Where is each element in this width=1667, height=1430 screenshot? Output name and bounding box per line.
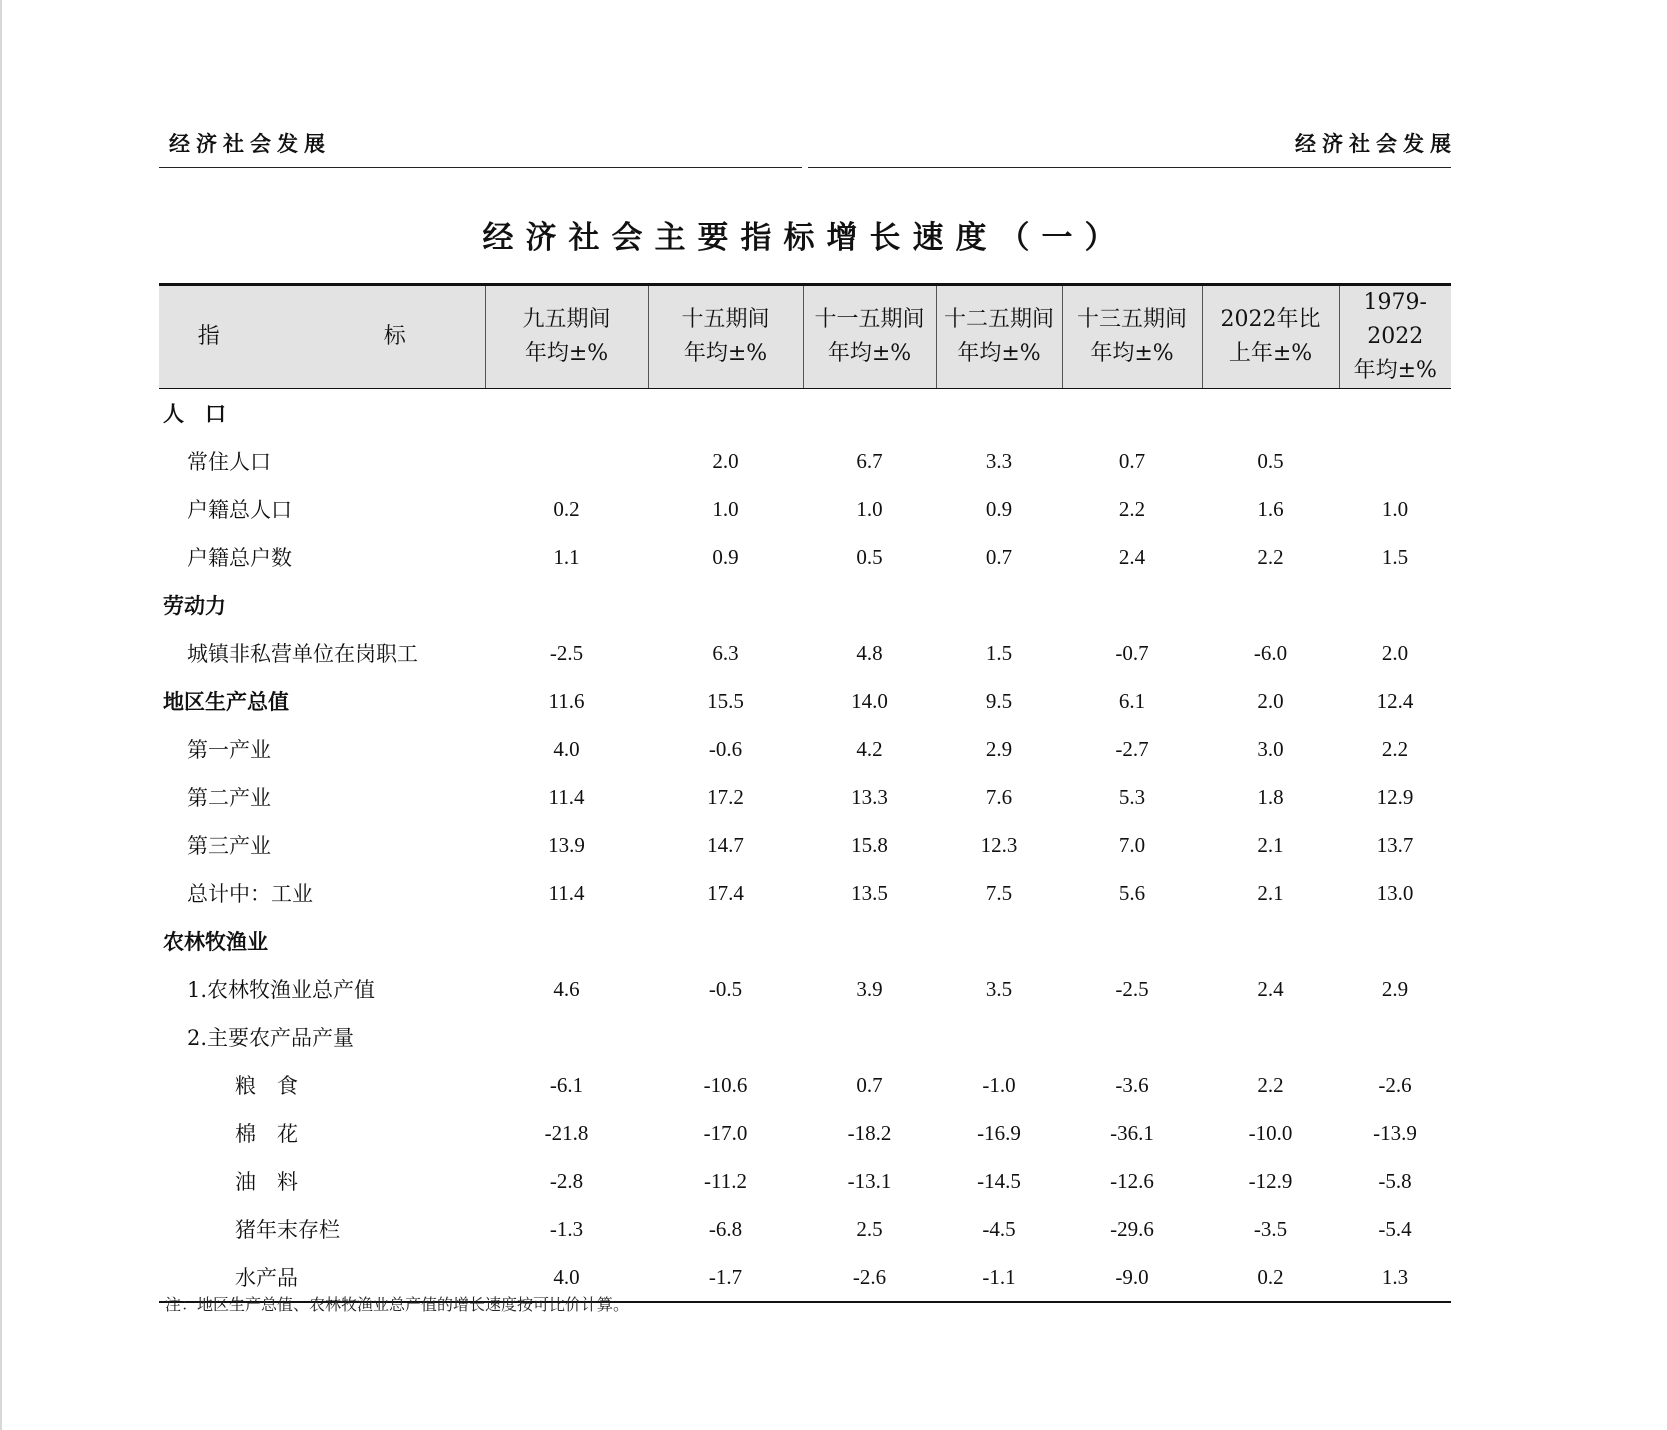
table-cell bbox=[1339, 581, 1451, 629]
table-cell: 2.2 bbox=[1118, 496, 1146, 521]
table-cell bbox=[1062, 1013, 1202, 1061]
column-header bbox=[803, 285, 936, 389]
table-cell bbox=[1339, 917, 1451, 965]
table-cell bbox=[1062, 389, 1202, 438]
table-cell bbox=[1339, 389, 1451, 438]
table-cell: 13.3 bbox=[851, 784, 888, 809]
row-label: 第三产业 bbox=[187, 834, 271, 858]
table-cell bbox=[803, 389, 936, 438]
table-cell: -12.6 bbox=[1110, 1168, 1154, 1193]
table-cell: 11.6 bbox=[548, 688, 585, 713]
table-cell bbox=[1062, 917, 1202, 965]
table-body bbox=[159, 389, 1451, 1303]
table-cell bbox=[803, 581, 936, 629]
table-cell bbox=[936, 389, 1062, 438]
table-cell: -5.8 bbox=[1378, 1168, 1412, 1193]
table-cell: 1.3 bbox=[1339, 1253, 1451, 1302]
table-cell: 5.3 bbox=[1118, 784, 1146, 809]
table-cell: -2.6 bbox=[1378, 1072, 1412, 1097]
table-cell: 6.3 bbox=[712, 640, 739, 665]
row-label: 粮 食 bbox=[235, 1074, 298, 1098]
table-cell: 7.0 bbox=[1118, 832, 1146, 857]
running-header-left: 经济社会发展 bbox=[169, 132, 331, 156]
table-cell: -11.2 bbox=[704, 1168, 747, 1193]
column-header-line1: 指 标 bbox=[197, 324, 446, 349]
table-cell: -9.0 bbox=[1062, 1253, 1202, 1302]
section-row bbox=[159, 389, 1451, 438]
column-header bbox=[1339, 285, 1451, 389]
row-label: 常住人口 bbox=[187, 450, 271, 474]
table-row bbox=[159, 533, 1451, 581]
column-header bbox=[485, 285, 648, 389]
column-header-line2: 年均±% bbox=[683, 341, 768, 366]
table-cell: -0.7 bbox=[1115, 640, 1149, 665]
table-cell: 2.2 bbox=[1257, 1072, 1284, 1097]
row-label: 总计中：工业 bbox=[187, 882, 313, 906]
table-cell bbox=[1202, 581, 1339, 629]
table-cell: -2.6 bbox=[803, 1253, 936, 1302]
table-cell: 3.5 bbox=[985, 976, 1013, 1001]
row-label: 油 料 bbox=[235, 1170, 298, 1194]
table-row bbox=[159, 1109, 1451, 1157]
table-cell: 15.5 bbox=[707, 688, 744, 713]
row-label: 1.农林牧渔业总产值 bbox=[187, 978, 376, 1002]
table-cell: 2.4 bbox=[1118, 544, 1146, 569]
table-cell: -18.2 bbox=[847, 1120, 892, 1145]
table-row bbox=[159, 869, 1451, 917]
row-label: 地区生产总值 bbox=[163, 690, 289, 714]
table-cell: 17.2 bbox=[707, 784, 744, 809]
section-row bbox=[159, 677, 1451, 725]
table-cell: 13.9 bbox=[548, 832, 585, 857]
table-cell: 1.6 bbox=[1257, 496, 1284, 521]
table-row bbox=[159, 485, 1451, 533]
table-cell: 3.3 bbox=[985, 448, 1013, 473]
table-cell: -6.1 bbox=[549, 1072, 584, 1097]
table-cell: 13.5 bbox=[851, 880, 888, 905]
table-cell: 4.6 bbox=[553, 976, 580, 1001]
footnote: 注：地区生产总值、农林牧渔业总产值的增长速度按可比价计算。 bbox=[165, 1295, 630, 1314]
row-label: 人 口 bbox=[163, 402, 226, 426]
table-cell: 7.6 bbox=[985, 784, 1013, 809]
table-cell bbox=[936, 581, 1062, 629]
row-label: 户籍总户数 bbox=[187, 546, 292, 570]
table-cell: 13.7 bbox=[1376, 832, 1414, 857]
page-edge bbox=[0, 0, 2, 1430]
table-cell: 14.0 bbox=[851, 688, 888, 713]
table-cell: 0.9 bbox=[712, 544, 739, 569]
table-cell: 2.0 bbox=[1257, 688, 1284, 713]
table-cell: 1.5 bbox=[1381, 544, 1409, 569]
table-cell bbox=[485, 581, 648, 629]
table-cell: 2.9 bbox=[1381, 976, 1409, 1001]
header-rule-right bbox=[808, 167, 1451, 168]
table-row bbox=[159, 773, 1451, 821]
table-row bbox=[159, 725, 1451, 773]
column-header-line1: 九五期间 bbox=[522, 307, 611, 332]
column-header-line2: 年均±% bbox=[524, 341, 609, 366]
table-cell bbox=[936, 1013, 1062, 1061]
table-cell: -29.6 bbox=[1110, 1216, 1154, 1241]
header-row bbox=[159, 285, 1451, 389]
row-label: 猪年末存栏 bbox=[235, 1218, 340, 1242]
table-row bbox=[159, 965, 1451, 1013]
table-cell: -0.5 bbox=[708, 976, 743, 1001]
column-header bbox=[1062, 285, 1202, 389]
table-cell: -2.5 bbox=[1115, 976, 1149, 1001]
table-cell: -3.6 bbox=[1115, 1072, 1149, 1097]
table-cell: 1.0 bbox=[712, 496, 739, 521]
table-cell bbox=[485, 389, 648, 438]
column-header-line2: 上年±% bbox=[1228, 341, 1313, 366]
table-cell: 2.4 bbox=[1257, 976, 1284, 1001]
table-cell bbox=[1202, 917, 1339, 965]
table-row bbox=[159, 1157, 1451, 1205]
table-cell bbox=[485, 1013, 648, 1061]
table-cell bbox=[803, 917, 936, 965]
row-label: 第一产业 bbox=[187, 738, 271, 762]
table-header bbox=[159, 285, 1451, 389]
table-cell: -2.7 bbox=[1115, 736, 1149, 761]
table-cell: 2.2 bbox=[1381, 736, 1409, 761]
column-header-line1: 十三五期间 bbox=[1076, 307, 1187, 332]
table-cell: -1.1 bbox=[936, 1253, 1062, 1302]
indicator-table bbox=[159, 283, 1451, 1303]
column-header-line1: 1979-2022 bbox=[1363, 290, 1427, 349]
table-cell: -10.6 bbox=[703, 1072, 748, 1097]
table-cell: 0.2 bbox=[1202, 1253, 1339, 1302]
table-row bbox=[159, 821, 1451, 869]
row-label: 劳动力 bbox=[163, 594, 226, 618]
table-cell: 11.4 bbox=[548, 784, 585, 809]
table-cell: 6.7 bbox=[856, 448, 883, 473]
table-cell: 0.7 bbox=[985, 544, 1013, 569]
table-title: 经济社会主要指标增长速度（一） bbox=[482, 220, 1128, 256]
table-cell: -3.5 bbox=[1253, 1216, 1288, 1241]
table-cell: 4.0 bbox=[485, 1253, 648, 1302]
table-cell: 12.9 bbox=[1376, 784, 1414, 809]
table-cell: -17.0 bbox=[703, 1120, 748, 1145]
header-rule-left bbox=[159, 167, 802, 168]
column-header-line2: 年均±% bbox=[827, 341, 912, 366]
table-cell: -2.8 bbox=[549, 1168, 584, 1193]
row-label: 棉 花 bbox=[235, 1122, 298, 1146]
table-cell: -2.5 bbox=[549, 640, 584, 665]
column-header-line1: 十二五期间 bbox=[943, 307, 1054, 332]
table-cell bbox=[1202, 389, 1339, 438]
table-cell: 0.7 bbox=[856, 1072, 883, 1097]
table-cell bbox=[648, 389, 803, 438]
column-header-line1: 2022年比 bbox=[1220, 307, 1321, 332]
table-cell: 1.0 bbox=[1381, 496, 1409, 521]
table-cell: -0.6 bbox=[708, 736, 743, 761]
row-label: 城镇非私营单位在岗职工 bbox=[187, 642, 418, 666]
table-cell: -1.0 bbox=[982, 1072, 1016, 1097]
table-cell: 0.9 bbox=[985, 496, 1013, 521]
table-cell: 3.9 bbox=[856, 976, 883, 1001]
table-cell: -13.9 bbox=[1373, 1120, 1417, 1145]
table-row bbox=[159, 1061, 1451, 1109]
column-header bbox=[648, 285, 803, 389]
table-cell: 6.1 bbox=[1118, 688, 1146, 713]
table-row bbox=[159, 437, 1451, 485]
table-cell: 2.5 bbox=[856, 1216, 883, 1241]
row-label: 农林牧渔业 bbox=[163, 930, 268, 954]
table-cell: 14.7 bbox=[707, 832, 744, 857]
table-cell: -6.0 bbox=[1253, 640, 1288, 665]
table-cell: 9.5 bbox=[985, 688, 1013, 713]
table-cell bbox=[648, 917, 803, 965]
table-cell bbox=[1339, 1013, 1451, 1061]
table-row bbox=[159, 1013, 1451, 1061]
table-cell: 12.3 bbox=[980, 832, 1018, 857]
table-cell bbox=[485, 437, 648, 485]
table-cell: -1.7 bbox=[648, 1253, 803, 1302]
table-cell: 2.9 bbox=[985, 736, 1013, 761]
table-cell: 2.2 bbox=[1257, 544, 1284, 569]
table-cell: 12.4 bbox=[1376, 688, 1414, 713]
table-cell: 2.1 bbox=[1257, 880, 1284, 905]
column-header-line2: 年均±% bbox=[1353, 358, 1437, 383]
table-cell: 2.0 bbox=[712, 448, 739, 473]
column-header-line2: 年均±% bbox=[1090, 341, 1174, 366]
table-cell bbox=[1339, 437, 1451, 485]
table-cell: 2.1 bbox=[1257, 832, 1284, 857]
table-cell bbox=[648, 1013, 803, 1061]
table-cell: -16.9 bbox=[977, 1120, 1021, 1145]
table-cell: 1.0 bbox=[856, 496, 883, 521]
table-cell: 15.8 bbox=[851, 832, 888, 857]
table-row bbox=[159, 629, 1451, 677]
table-cell: 4.8 bbox=[856, 640, 883, 665]
table-row bbox=[159, 1205, 1451, 1253]
column-header bbox=[1202, 285, 1339, 389]
table-cell: 4.2 bbox=[856, 736, 883, 761]
table-cell: 3.0 bbox=[1257, 736, 1284, 761]
table-cell bbox=[1202, 1013, 1339, 1061]
table-cell: -21.8 bbox=[544, 1120, 589, 1145]
row-label: 2.主要农产品产量 bbox=[187, 1026, 355, 1050]
table-cell: 1.1 bbox=[553, 544, 580, 569]
table-cell: -6.8 bbox=[708, 1216, 743, 1241]
table-cell bbox=[485, 917, 648, 965]
column-header-line1: 十五期间 bbox=[681, 307, 770, 332]
table-cell bbox=[1062, 581, 1202, 629]
table-cell: 17.4 bbox=[707, 880, 744, 905]
table-cell: 2.0 bbox=[1381, 640, 1409, 665]
column-header-line2: 年均±% bbox=[957, 341, 1041, 366]
table-cell: -10.0 bbox=[1248, 1120, 1293, 1145]
table-cell: 0.5 bbox=[1257, 448, 1284, 473]
running-header-right: 经济社会发展 bbox=[1295, 132, 1457, 156]
column-header bbox=[936, 285, 1062, 389]
table-cell: -36.1 bbox=[1110, 1120, 1154, 1145]
row-label: 水产品 bbox=[159, 1253, 485, 1302]
table-cell: -13.1 bbox=[847, 1168, 892, 1193]
section-row bbox=[159, 917, 1451, 965]
table-cell: 13.0 bbox=[1376, 880, 1414, 905]
table-cell: 5.6 bbox=[1118, 880, 1146, 905]
table-cell: 7.5 bbox=[985, 880, 1013, 905]
table-cell bbox=[803, 1013, 936, 1061]
row-label: 户籍总人口 bbox=[187, 498, 292, 522]
table-cell bbox=[648, 581, 803, 629]
table-cell: 0.2 bbox=[553, 496, 580, 521]
table-cell: -1.3 bbox=[549, 1216, 584, 1241]
section-row bbox=[159, 581, 1451, 629]
table-cell: 4.0 bbox=[553, 736, 580, 761]
column-header-line1: 十一五期间 bbox=[814, 307, 925, 332]
table-cell: 1.8 bbox=[1257, 784, 1284, 809]
table-cell: -5.4 bbox=[1378, 1216, 1412, 1241]
table-cell bbox=[936, 917, 1062, 965]
table-cell: -4.5 bbox=[982, 1216, 1016, 1241]
table-cell: -12.9 bbox=[1248, 1168, 1293, 1193]
table-cell: 11.4 bbox=[548, 880, 585, 905]
table-cell: 0.5 bbox=[856, 544, 883, 569]
table-cell: 0.7 bbox=[1118, 448, 1146, 473]
table-cell: 1.5 bbox=[985, 640, 1013, 665]
column-header-indicator bbox=[159, 285, 485, 389]
row-label: 第二产业 bbox=[187, 786, 271, 810]
table-cell: -14.5 bbox=[977, 1168, 1021, 1193]
